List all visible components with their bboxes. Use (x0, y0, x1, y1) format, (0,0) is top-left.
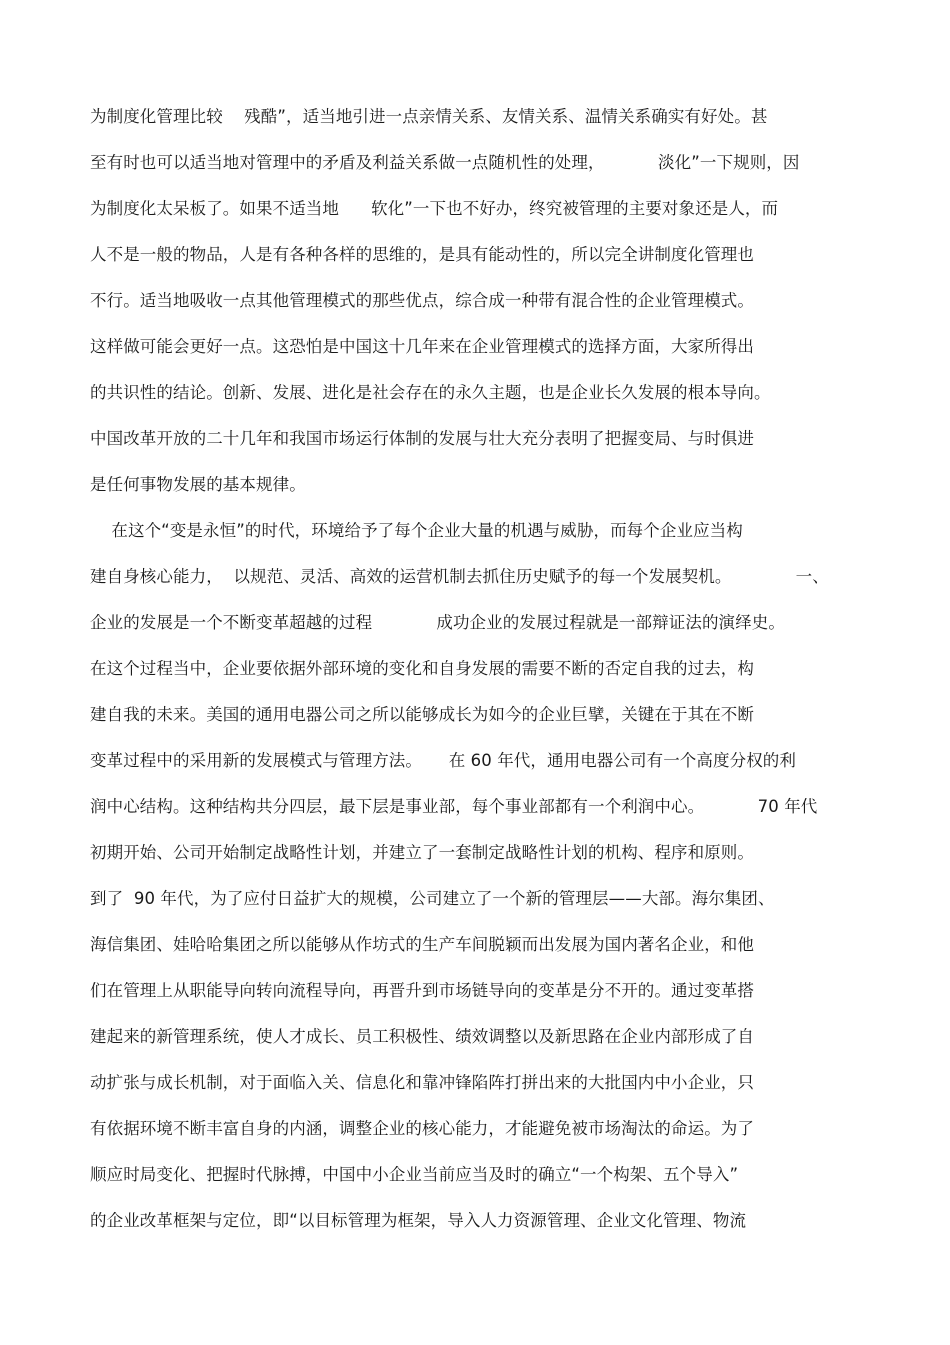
text-line: 企业的发展是一个不断变革超越的过程 成功企业的发展过程就是一部辩证法的演绎史。 (90, 613, 785, 632)
text-line: 海信集团、娃哈哈集团之所以能够从作坊式的生产车间脱颖而出发展为国内著名企业，和他 (90, 935, 754, 954)
text-line: 们在管理上从职能导向转向流程导向，再晋升到市场链导向的变革是分不开的。通过变革搭 (90, 981, 754, 1000)
text-line: 是任何事物发展的基本规律。 (90, 475, 306, 494)
text-line: 初期开始、公司开始制定战略性计划，并建立了一套制定战略性计划的机构、程序和原则。 (90, 843, 754, 862)
text-line: 有依据环境不断丰富自身的内涵，调整企业的核心能力，才能避免被市场淘汰的命运。为了 (90, 1119, 754, 1138)
text-line: 为制度化管理比较 残酷”，适当地引进一点亲情关系、友情关系、温情关系确实有好处。甚 (90, 107, 768, 126)
text-line: 的共识性的结论。创新、发展、进化是社会存在的永久主题，也是企业长久发展的根本导向。 (90, 383, 771, 402)
text-line: 建起来的新管理系统，使人才成长、员工积极性、绩效调整以及新思路在企业内部形成了自 (90, 1027, 754, 1046)
text-line: 变革过程中的采用新的发展模式与管理方法。 在 60 年代，通用电器公司有一个高度分权的利 (90, 751, 797, 770)
text-line: 为制度化太呆板了。如果不适当地 软化”一下也不好办，终究被管理的主要对象还是人，而 (90, 199, 779, 218)
text-line: 动扩张与成长机制，对于面临入关、信息化和靠冲锋陷阵打拼出来的大批国内中小企业，只 (90, 1073, 754, 1092)
text-line: 顺应时局变化、把握时代脉搏，中国中小企业当前应当及时的确立“一个构架、五个导入” (90, 1165, 739, 1184)
paragraph-start-line: 在这个“变是永恒”的时代，环境给予了每个企业大量的机遇与威胁，而每个企业应当构 (90, 521, 743, 540)
text-line: 润中心结构。这种结构共分四层，最下层是事业部，每个事业部都有一个利润中心。 70 年代 (90, 797, 818, 816)
text-line: 建自我的未来。美国的通用电器公司之所以能够成长为如今的企业巨擘，关键在于其在不断 (90, 705, 754, 724)
text-line: 的企业改革框架与定位，即“以目标管理为框架，导入人力资源管理、企业文化管理、物流 (90, 1211, 747, 1230)
text-line: 人不是一般的物品，人是有各种各样的思维的，是具有能动性的，所以完全讲制度化管理也 (90, 245, 754, 264)
text-line: 至有时也可以适当地对管理中的矛盾及利益关系做一点随机性的处理， 淡化”一下规则，因 (90, 153, 800, 172)
text-line: 中国改革开放的二十几年和我国市场运行体制的发展与壮大充分表明了把握变局、与时俱进 (90, 429, 754, 448)
text-line: 不行。适当地吸收一点其他管理模式的那些优点，综合成一种带有混合性的企业管理模式。 (90, 291, 754, 310)
text-line: 到了 90 年代，为了应付日益扩大的规模，公司建立了一个新的管理层——大部。海尔集团、 (90, 889, 775, 908)
text-line: 在这个过程当中，企业要依据外部环境的变化和自身发展的需要不断的否定自我的过去，构 (90, 659, 754, 678)
text-line: 建自身核心能力， 以规范、灵活、高效的运营机制去抓住历史赋予的每一个发展契机。 一、 (90, 567, 829, 586)
text-line: 这样做可能会更好一点。这恐怕是中国这十几年来在企业管理模式的选择方面，大家所得出 (90, 337, 754, 356)
